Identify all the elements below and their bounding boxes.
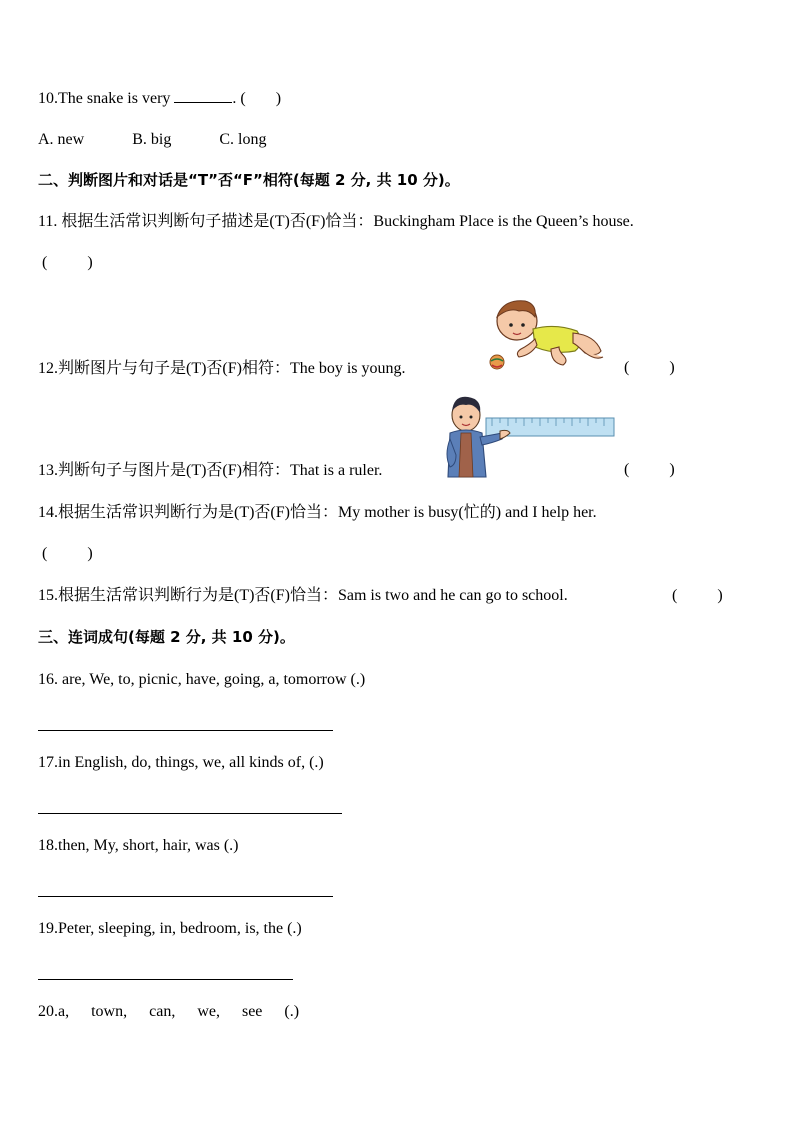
question-16-text: 16. are, We, to, picnic, have, going, a, tomorrow (.) [38, 671, 366, 688]
crawling-baby-icon [485, 295, 610, 375]
option-b[interactable]: B. big [132, 131, 172, 148]
question-10-suffix: . ( [232, 90, 246, 107]
question-18-text: 18.then, My, short, hair, was (.) [38, 837, 239, 854]
question-12-text: 12.判断图片与句子是(T)否(F)相符：The boy is young. [38, 360, 406, 377]
question-20-word: see [241, 1003, 263, 1020]
question-16-answer-line[interactable] [38, 730, 333, 731]
question-10-options [38, 130, 310, 150]
question-13-text: 13.判断句子与图片是(T)否(F)相符：That is a ruler. [38, 462, 383, 479]
question-18-answer-line[interactable] [38, 896, 333, 897]
question-14-text: 14.根据生活常识判断行为是(T)否(F)恰当：My mother is busy(忙的) and I help her. [38, 504, 597, 521]
section-3-heading: 三、连词成句(每题 2 分, 共 10 分)。 [38, 628, 295, 646]
question-20-word: (.) [284, 1003, 300, 1020]
question-12-answer-paren[interactable]: ( ) [624, 359, 675, 376]
question-13-answer-paren[interactable]: ( ) [624, 461, 675, 478]
question-10 [38, 88, 281, 109]
question-11-answer-paren[interactable]: ( ) [42, 254, 93, 271]
question-11-text: 11. 根据生活常识判断句子描述是(T)否(F)恰当：Buckingham Place is the Queen’s house. [38, 213, 634, 230]
section-2-heading: 二、判断图片和对话是“T”否“F”相符(每题 2 分, 共 10 分)。 [38, 171, 460, 189]
question-20-word: can, [149, 1003, 176, 1020]
boy-pointing-at-ruler-icon [444, 393, 619, 481]
option-c[interactable]: C. long [219, 131, 267, 148]
question-20-text [38, 1002, 321, 1022]
option-a[interactable]: A. new [38, 131, 85, 148]
question-20-word: we, [197, 1003, 220, 1020]
question-19-answer-line[interactable] [38, 979, 293, 980]
question-17-answer-line[interactable] [38, 813, 342, 814]
question-20-word: town, [91, 1003, 128, 1020]
question-15-answer-paren[interactable]: ( ) [672, 587, 723, 604]
question-10-blank[interactable] [174, 88, 232, 103]
question-15-text: 15.根据生活常识判断行为是(T)否(F)恰当：Sam is two and he can go to school. [38, 587, 568, 604]
question-20-word: 20.a, [38, 1003, 70, 1020]
question-19-text: 19.Peter, sleeping, in, bedroom, is, the (.) [38, 920, 302, 937]
question-14-answer-paren[interactable]: ( ) [42, 545, 93, 562]
question-10-prefix: 10.The snake is very [38, 90, 175, 107]
question-17-text: 17.in English, do, things, we, all kinds of, (.) [38, 754, 324, 771]
question-10-close: ) [275, 90, 282, 107]
